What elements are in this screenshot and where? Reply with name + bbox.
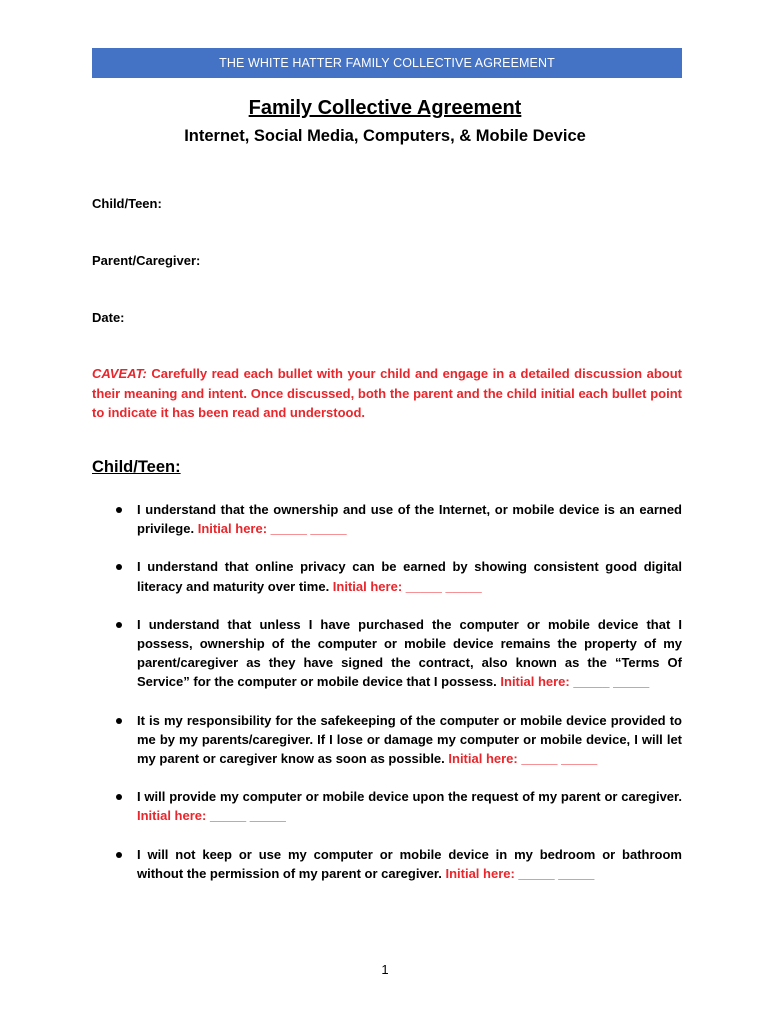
caveat-paragraph: [92, 364, 682, 423]
parent-caregiver-field-label: Parent/Caregiver:: [92, 253, 201, 268]
bullet-text: I understand that unless I have purchased the computer or mobile device that I possess, ownership of the computer or mobile device remains the property of my parent/caregiver as they have signed the contract, also known as the “Terms Of Service” for the computer or mobile device that I possess.: [137, 616, 682, 690]
agreement-bullet-item: [92, 557, 682, 595]
bullet-dot-icon: [116, 718, 122, 724]
bullet-dot-icon: [116, 794, 122, 800]
bullet-text: I understand that online privacy can be earned by showing consistent good digital literacy and maturity over time.: [137, 559, 682, 594]
initial-here-line: Initial here: _____ _____: [496, 674, 650, 690]
bullet-dot-icon: [116, 564, 122, 570]
bullet-text: I will not keep or use my computer or mobile device in my bedroom or bathroom without the permission of my parent or caregiver.: [137, 846, 682, 881]
banner-text: THE WHITE HATTER FAMILY COLLECTIVE AGREEMENT: [219, 56, 555, 70]
document-subtitle: Internet, Social Media, Computers, & Mobile Device: [184, 127, 586, 145]
caveat-text: Carefully read each bullet with your child and engage in a detailed discussion about their meaning and intent. Once discussed, both the parent and the child initial each bullet point to indicate it has been read and understood.: [92, 366, 682, 420]
initial-here-line: Initial here: _____ _____: [444, 751, 598, 767]
agreement-bullet-item: [92, 615, 682, 692]
agreement-bullet-list: [92, 500, 682, 902]
bullet-text: It is my responsibility for the safekeeping of the computer or mobile device provided to me by my parents/caregiver. If I lose or damage my computer or mobile device, I will let my parent or caregiver know as soon as possible.: [137, 712, 682, 767]
bullet-dot-icon: [116, 507, 122, 513]
child-teen-field-label: Child/Teen:: [92, 196, 162, 211]
date-field-label: Date:: [92, 310, 125, 325]
section-heading-child-teen: Child/Teen:: [92, 458, 181, 476]
initial-here-line: Initial here: _____ _____: [441, 865, 595, 881]
caveat-label: CAVEAT:: [92, 366, 147, 381]
agreement-bullet-item: [92, 787, 682, 825]
initial-here-line: Initial here: _____ _____: [137, 808, 286, 824]
agreement-bullet-item: [92, 845, 682, 883]
bullet-text: I will provide my computer or mobile device upon the request of my parent or caregiver.: [137, 789, 682, 805]
header-banner: [92, 48, 682, 78]
document-title: Family Collective Agreement: [248, 97, 522, 119]
bullet-dot-icon: [116, 852, 122, 858]
agreement-bullet-item: [92, 500, 682, 538]
initial-here-line: Initial here: _____ _____: [329, 578, 482, 594]
bullet-text: I understand that the ownership and use of the Internet, or mobile device is an earned privilege.: [137, 502, 682, 537]
bullet-dot-icon: [116, 622, 122, 628]
page-number: 1: [381, 962, 389, 977]
initial-here-line: Initial here: _____ _____: [197, 521, 347, 537]
agreement-bullet-item: [92, 711, 682, 769]
